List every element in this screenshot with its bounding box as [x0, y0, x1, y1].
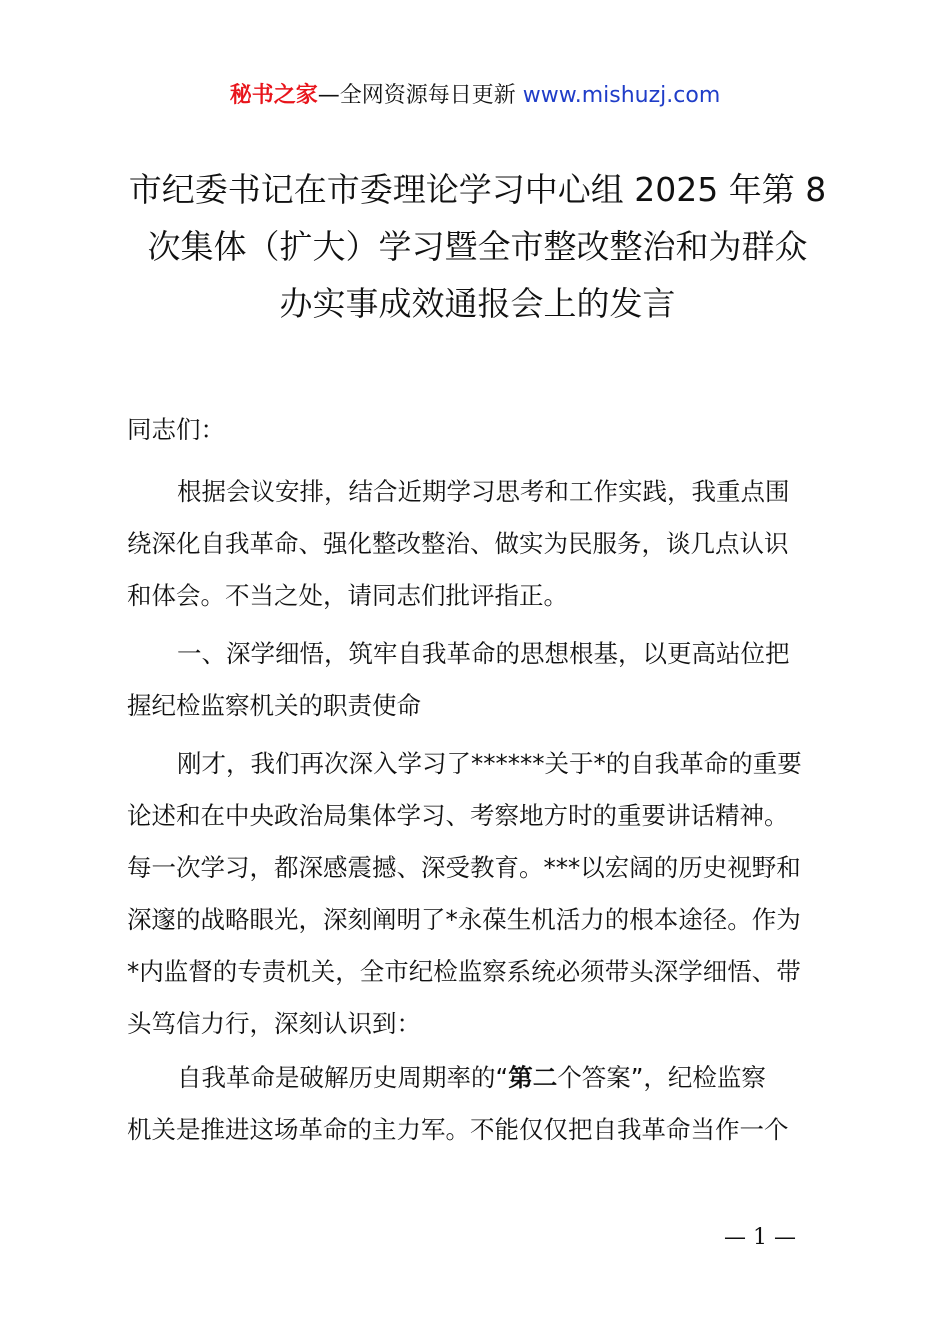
paragraph-line	[127, 1052, 833, 1104]
document-title	[120, 161, 835, 332]
paragraph-line: 刚才，我们再次深入学习了******关于*的自我革命的重要	[177, 749, 802, 778]
paragraph-line: 根据会议安排，结合近期学习思考和工作实践，我重点围	[177, 477, 790, 506]
salutation: 同志们：	[127, 415, 225, 444]
brand-name: 秘书之家	[229, 83, 318, 108]
paragraph-line: *内监督的专责机关，全市纪检监察系统必须带头深学细悟、带	[127, 957, 801, 986]
paragraph-self-revolution	[127, 1052, 833, 1156]
paragraph-line: 深邃的战略眼光，深刻阐明了*永葆生机活力的根本途径。作为	[127, 905, 801, 934]
site-url[interactable]: www.mishuzj.com	[522, 83, 721, 108]
site-header	[0, 80, 950, 112]
header-tagline: —全网资源每日更新	[317, 83, 523, 108]
section-heading-1	[127, 628, 833, 732]
title-line-2: 次集体（扩大）学习暨全市整改整治和为群众	[147, 227, 808, 266]
title-line-1: 市纪委书记在市委理论学习中心组 2025 年第 8	[128, 170, 827, 209]
paragraph-line: 绕深化自我革命、强化整改整治、做实为民服务，谈几点认识	[127, 529, 789, 558]
heading-line: 握纪检监察机关的职责使命	[127, 691, 421, 720]
bold-text-run: 第二	[508, 1063, 558, 1092]
paragraph-line: 和体会。不当之处，请同志们批评指正。	[127, 581, 568, 610]
paragraph-line: 每一次学习，都深感震撼、深受教育。***以宏阔的历史视野和	[127, 853, 801, 882]
paragraph-line: 头笃信力行，深刻认识到：	[127, 1009, 421, 1038]
paragraph-study	[127, 738, 833, 1050]
title-line-3: 办实事成效通报会上的发言	[279, 284, 676, 323]
heading-line: 一、深学细悟，筑牢自我革命的思想根基，以更高站位把	[177, 639, 790, 668]
text-run: 自我革命是破解历史周期率的“	[177, 1063, 509, 1092]
page-number: — 1 —	[724, 1225, 796, 1250]
paragraph-intro	[127, 466, 833, 622]
paragraph-line: 机关是推进这场革命的主力军。不能仅仅把自我革命当作一个	[127, 1115, 789, 1144]
text-run: 个答案”，纪检监察	[557, 1063, 766, 1092]
paragraph-line: 论述和在中央政治局集体学习、考察地方时的重要讲话精神。	[127, 801, 789, 830]
